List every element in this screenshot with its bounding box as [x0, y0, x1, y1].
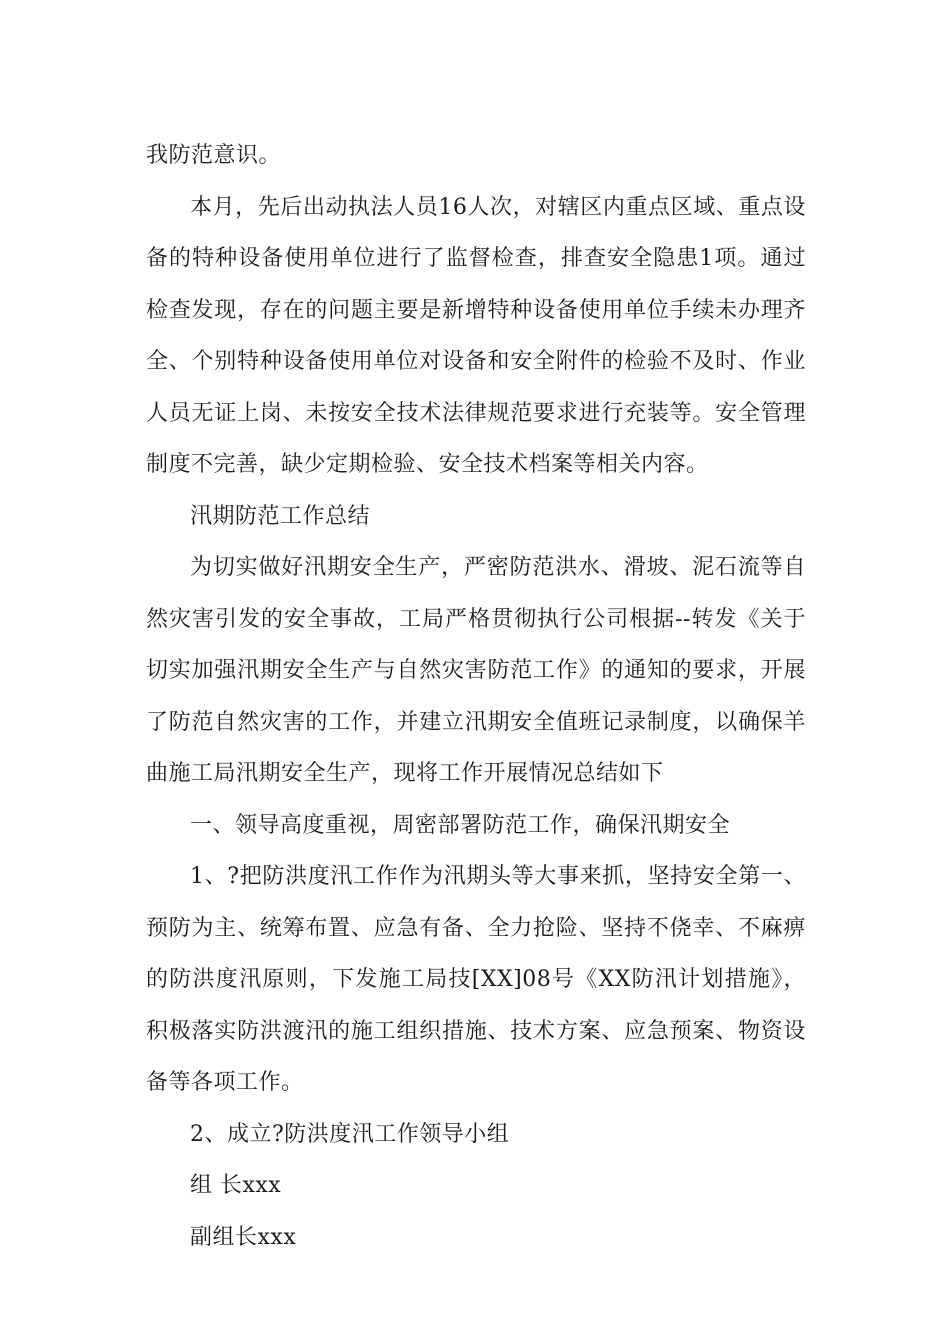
paragraph-4: 为切实做好汛期安全生产，严密防范洪水、滑坡、泥石流等自然灾害引发的安全事故，工局严格贯彻执行公司根据--转发《关于切实加强汛期安全生产与自然灾害防范工作》的通知的要求，开展了防范自然灾害的工作，并建立汛期安全值班记录制度，以确保羊曲施工局汛期安全生产，现将工作开展情况总结如下 [146, 555, 806, 786]
deputy-leader-line: 副组长xxx [190, 1224, 297, 1250]
paragraph-6: 1、?把防洪度汛工作作为汛期头等大事来抓，坚持安全第一、预防为主、统筹布置、应急有备、全力抢险、坚持不侥幸、不麻痹的防洪度汛原则，下发施工局技[XX]08号《XX防汛计划措施》，积极落实防洪渡汛的施工组织措施、技术方案、应急预案、物资设备等各项工作。 [146, 864, 806, 1095]
section-heading-flood-summary: 汛期防范工作总结 [190, 503, 371, 529]
document-body [146, 130, 806, 1263]
paragraph-7: 2、成立?防洪度汛工作领导小组 [190, 1121, 510, 1147]
paragraph-2: 本月，先后出动执法人员16人次，对辖区内重点区域、重点设备的特种设备使用单位进行了监督检查，排查安全隐患1项。通过检查发现，存在的问题主要是新增特种设备使用单位手续未办理齐全、个别特种设备使用单位对设备和安全附件的检验不及时、作业人员无证上岗、未按安全技术法律规范要求进行充装等。安全管理制度不完善，缺少定期检验、安全技术档案等相关内容。 [146, 194, 806, 477]
team-leader-line: 组 长xxx [190, 1173, 282, 1198]
paragraph-1: 我防范意识。 [146, 143, 282, 168]
section-heading-1: 一、领导高度重视，周密部署防范工作，确保汛期安全 [190, 812, 731, 838]
